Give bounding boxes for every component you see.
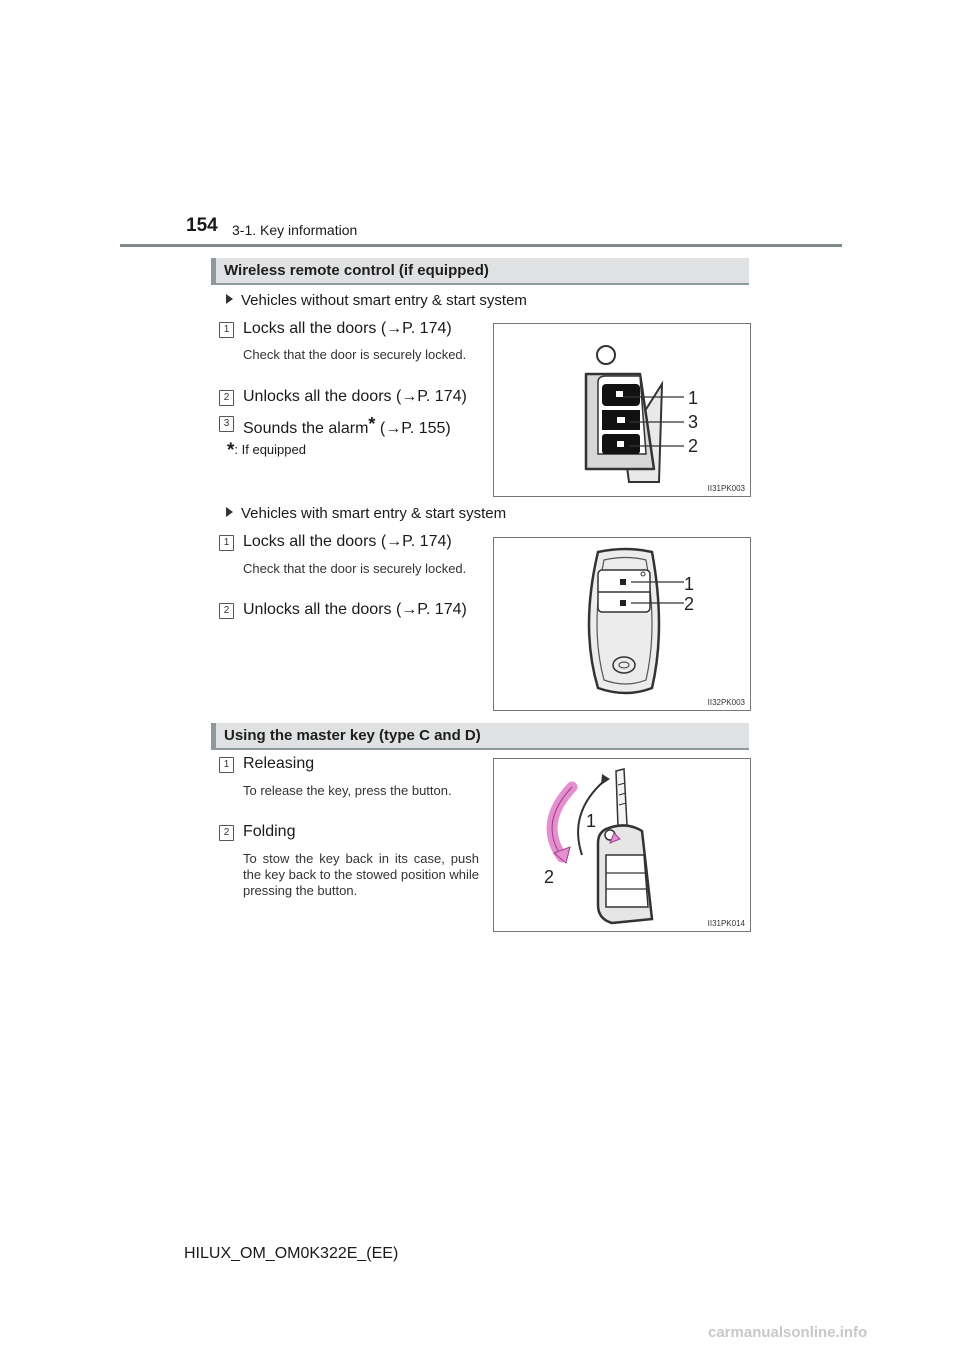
- master-key-illustration: [494, 759, 750, 931]
- triangle-bullet-icon: [226, 507, 233, 517]
- callout-2: 2: [688, 436, 699, 456]
- item-label-lock: Locks all the doors (→P. 174): [243, 320, 452, 337]
- item-label-folding: Folding: [243, 823, 296, 840]
- item-desc-folding: To stow the key back in its case, push the key back to the stowed position while pressing the button.: [243, 851, 479, 898]
- section-title: 3-1. Key information: [232, 222, 358, 238]
- figure-code: II31PK003: [707, 484, 745, 493]
- header-divider: [120, 244, 842, 247]
- figure-remote-key-without-smart-entry: [493, 323, 751, 497]
- smart-key-illustration: [494, 538, 750, 710]
- asterisk-mark: *: [368, 414, 376, 434]
- item-number-badge: 2: [219, 390, 234, 406]
- item-desc-lock: Check that the door is securely locked.: [243, 347, 467, 362]
- section-heading-text: Wireless remote control (if equipped): [224, 262, 489, 279]
- item-label-unlock: Unlocks all the doors (→P. 174): [243, 601, 467, 618]
- item-label-unlock: Unlocks all the doors (→P. 174): [243, 388, 467, 405]
- callout-1: 1: [684, 574, 695, 594]
- item-number-badge: 1: [219, 322, 234, 338]
- page-number: 154: [186, 215, 218, 236]
- footnote-if-equipped: *: If equipped: [227, 440, 306, 461]
- item-number-badge: 2: [219, 603, 234, 619]
- item-label-lock: Locks all the doors (→P. 174): [243, 533, 452, 550]
- figure-code: II31PK014: [707, 919, 745, 928]
- callout-2: 2: [544, 867, 555, 887]
- callout-3: 3: [688, 412, 699, 432]
- item-desc-releasing: To release the key, press the button.: [243, 783, 452, 798]
- heading-accent-bar: [211, 258, 216, 285]
- item-label-alarm: Sounds the alarm* (→P. 155): [243, 414, 451, 437]
- callout-1: 1: [688, 388, 699, 408]
- watermark: carmanualsonline.info: [708, 1324, 868, 1341]
- figure-master-key-folding: [493, 758, 751, 932]
- remote-key-illustration: [494, 324, 750, 496]
- heading-accent-bar: [211, 723, 216, 750]
- section-heading-wireless-remote: [211, 258, 749, 285]
- bullet-without-smart-entry: Vehicles without smart entry & start system: [226, 292, 527, 309]
- item-desc-lock: Check that the door is securely locked.: [243, 561, 467, 576]
- callout-2: 2: [684, 594, 695, 614]
- item-number-badge: 2: [219, 825, 234, 841]
- item-number-badge: 1: [219, 535, 234, 551]
- item-number-badge: 1: [219, 757, 234, 773]
- section-heading-text: Using the master key (type C and D): [224, 727, 481, 744]
- figure-code: II32PK003: [707, 698, 745, 707]
- triangle-bullet-icon: [226, 294, 233, 304]
- section-heading-master-key: [211, 723, 749, 750]
- asterisk-mark: *: [227, 440, 235, 461]
- item-label-releasing: Releasing: [243, 755, 315, 772]
- item-number-badge: 3: [219, 416, 234, 432]
- document-code: HILUX_OM_OM0K322E_(EE): [184, 1245, 399, 1262]
- bullet-with-smart-entry: Vehicles with smart entry & start system: [226, 505, 506, 522]
- figure-smart-key: [493, 537, 751, 711]
- callout-1: 1: [586, 811, 597, 831]
